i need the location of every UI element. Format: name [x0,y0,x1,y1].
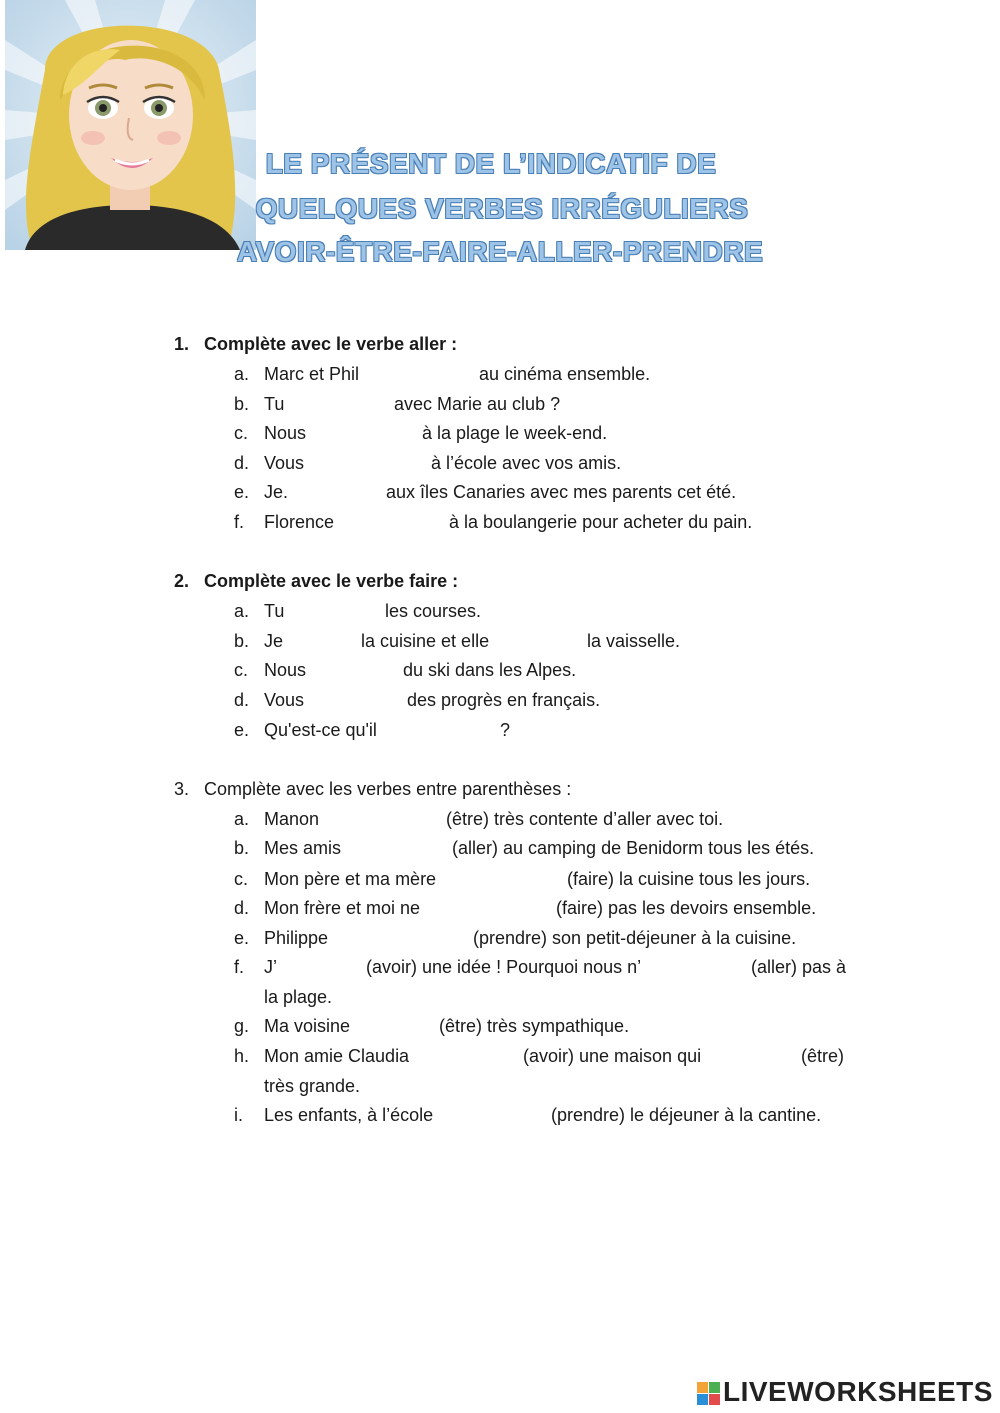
section-1-heading [174,334,457,355]
item-text: Je. [264,482,289,502]
item-letter: g. [234,1016,250,1036]
item-text: (faire) la cuisine tous les jours. [567,869,811,889]
item-text: (être) [801,1046,845,1066]
item-text: (prendre) son petit-déjeuner à la cuisine. [473,928,797,948]
item-text: (aller) au camping de Benidorm tous les étés. [452,838,815,858]
item-text: Mon amie Claudia [264,1046,410,1066]
item-text: au cinéma ensemble. [479,364,651,384]
item-letter: e. [234,482,250,502]
item-letter: a. [234,364,250,384]
item-text: Vous [264,453,305,473]
item-text: (aller) pas à [751,957,847,977]
item-text: aux îles Canaries avec mes parents cet été. [386,482,737,502]
item-text: Mon père et ma mère [264,869,437,889]
title-line-2: QUELQUES VERBES IRRÉGULIERS [255,193,749,224]
item-text: J’ [264,957,277,977]
item-text: Nous [264,660,307,680]
section-number: 3. [174,779,190,799]
item-letter: b. [234,631,250,651]
item-text: à la boulangerie pour acheter du pain. [449,512,753,532]
item-letter: b. [234,394,250,414]
item-text: Mon frère et moi ne [264,898,421,918]
item-text: à la plage le week-end. [422,423,608,443]
item-text: Manon [264,809,320,829]
section-heading-text: Complète avec le verbe aller : [204,334,458,354]
item-text: Je [264,631,284,651]
item-text: Mes amis [264,838,342,858]
item-text: (faire) pas les devoirs ensemble. [556,898,817,918]
item-text: (prendre) le déjeuner à la cantine. [551,1105,822,1125]
item-text: à l’école avec vos amis. [431,453,622,473]
item-letter: c. [234,869,249,889]
liveworksheets-brand[interactable]: LIVEWORKSHEETS [723,1376,993,1407]
item-letter: b. [234,838,250,858]
item-text: ? [500,720,511,740]
item-text: avec Marie au club ? [394,394,561,414]
item-text: la vaisselle. [587,631,681,651]
item-text: (être) très sympathique. [439,1016,630,1036]
liveworksheets-logo-icon [696,1376,722,1412]
item-text: (être) très contente d’aller avec toi. [446,809,724,829]
item-letter: a. [234,601,250,621]
item-text: Nous [264,423,307,443]
item-text: Tu [264,601,285,621]
item-text: (avoir) une idée ! Pourquoi nous n’ [366,957,642,977]
item-text: (avoir) une maison qui [523,1046,702,1066]
item-text: du ski dans les Alpes. [403,660,577,680]
item-text: Qu'est-ce qu'il [264,720,377,740]
item-letter: c. [234,660,249,680]
item-text: Ma voisine [264,1016,351,1036]
item-letter: h. [234,1046,250,1066]
item-letter: i. [234,1105,243,1125]
section-number: 2. [174,571,190,591]
title-line-1: LE PRÉSENT DE L’INDICATIF DE [265,148,717,179]
item-letter: e. [234,720,250,740]
item-text: Vous [264,690,305,710]
item-letter: d. [234,690,250,710]
item-text: Florence [264,512,335,532]
item-text: très grande. [264,1076,361,1096]
section-2-heading [174,571,458,592]
item-text: la cuisine et elle [361,631,490,651]
section-number: 1. [174,334,190,354]
item-letter: f. [234,512,245,532]
section-3-heading [174,779,571,800]
item-letter: d. [234,453,250,473]
item-text: la plage. [264,987,333,1007]
item-text: Philippe [264,928,329,948]
item-text: Tu [264,394,285,414]
item-letter: d. [234,898,250,918]
item-text: des progrès en français. [407,690,601,710]
item-text: Les enfants, à l’école [264,1105,434,1125]
item-text: Marc et Phil [264,364,360,384]
title-line-3: AVOIR-ÊTRE-FAIRE-ALLER-PRENDRE [236,236,764,267]
item-letter: a. [234,809,250,829]
item-letter: c. [234,423,249,443]
item-letter: f. [234,957,245,977]
item-letter: e. [234,928,250,948]
section-heading-text: Complète avec les verbes entre parenthèses : [204,779,572,799]
section-heading-text: Complète avec le verbe faire : [204,571,459,591]
item-text: les courses. [385,601,482,621]
